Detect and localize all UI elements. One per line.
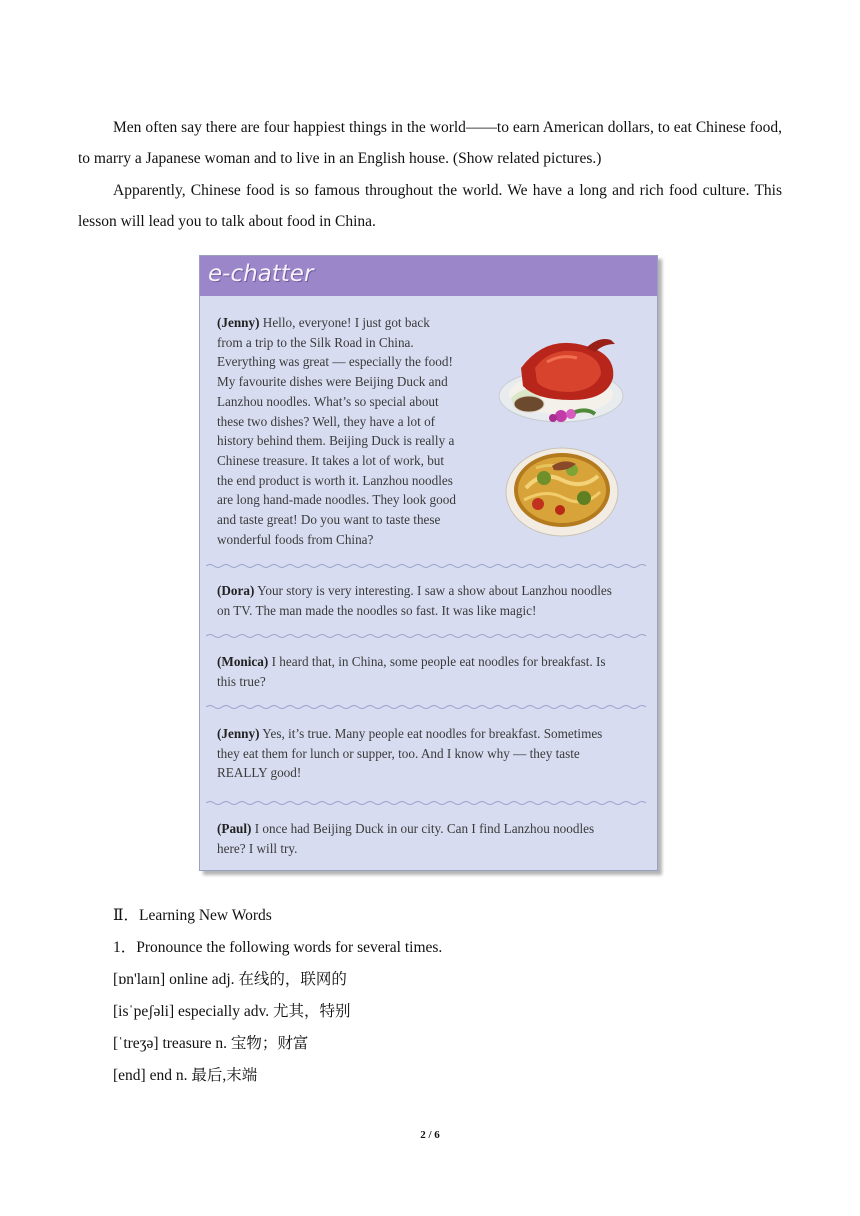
beijing-duck-image (491, 328, 627, 432)
chat-post-jenny-2: (Jenny) Yes, it’s true. Many people eat noodles for breakfast. Sometimes they eat them for lunch or supper, too. And I know why — they taste REALLY good! (217, 726, 603, 781)
chat-post-jenny-1: (Jenny) Hello, everyone! I just got back from a trip to the Silk Road in China. Everything was great — especially the food! My favourite dishes were Beijing Duck and Lanzhou noodles. What’s so special about these two dishes? Well, they have a lot of history behind them. Beijing Duck is really a Chinese treasure. It takes a lot of work, but the end product is worth it. Lanzhou noodles are long hand-made noodles. They look good and taste great! Do you want to taste these wonderful foods from China? (217, 315, 456, 547)
post-author: (Paul) (217, 821, 252, 836)
post-author: (Dora) (217, 583, 255, 598)
post-author: (Jenny) (217, 315, 260, 330)
chat-post-dora: (Dora) Your story is very interesting. I saw a show about Lanzhou noodles on TV. The man made the noodles so fast. It was like magic! (217, 583, 612, 618)
wavy-divider (206, 633, 650, 639)
chat-post-monica: (Monica) I heard that, in China, some people eat noodles for breakfast. Is this true? (217, 654, 606, 689)
lanzhou-noodles-image (502, 440, 622, 540)
section-heading: Ⅱ．Learning New Words (113, 907, 272, 924)
e-chatter-panel (199, 255, 658, 871)
vocab-item-especially: [isˈpeʃəli] especially adv. 尤其，特别 (113, 1003, 351, 1020)
post-author: (Monica) (217, 654, 269, 669)
post-author: (Jenny) (217, 726, 260, 741)
wavy-divider (206, 563, 650, 569)
vocab-item-end: [end] end n. 最后,末端 (113, 1067, 258, 1084)
wavy-divider (206, 704, 650, 710)
intro-paragraph-2: Apparently, Chinese food is so famous throughout the world. We have a long and rich food culture. This lesson will lead you to talk about food in China. (78, 182, 782, 230)
vocab-item-online: [ɒn'laɪn] online adj. 在线的，联网的 (113, 971, 347, 988)
panel-title: e-chatter (208, 261, 314, 287)
section-instruction: 1．Pronounce the following words for several times. (113, 939, 443, 956)
page-number: 2 / 6 (420, 1129, 440, 1141)
vocab-item-treasure: [ˈtreʒə] treasure n. 宝物；财富 (113, 1035, 309, 1052)
intro-paragraph-1: Men often say there are four happiest things in the world——to earn American dollars, to eat Chinese food, to marry a Japanese woman and to live in an English house. (Show related pictures.) (78, 119, 782, 167)
wavy-divider (206, 800, 650, 806)
panel-header (200, 256, 657, 296)
chat-post-paul: (Paul) I once had Beijing Duck in our city. Can I find Lanzhou noodles here? I will try. (217, 821, 595, 856)
